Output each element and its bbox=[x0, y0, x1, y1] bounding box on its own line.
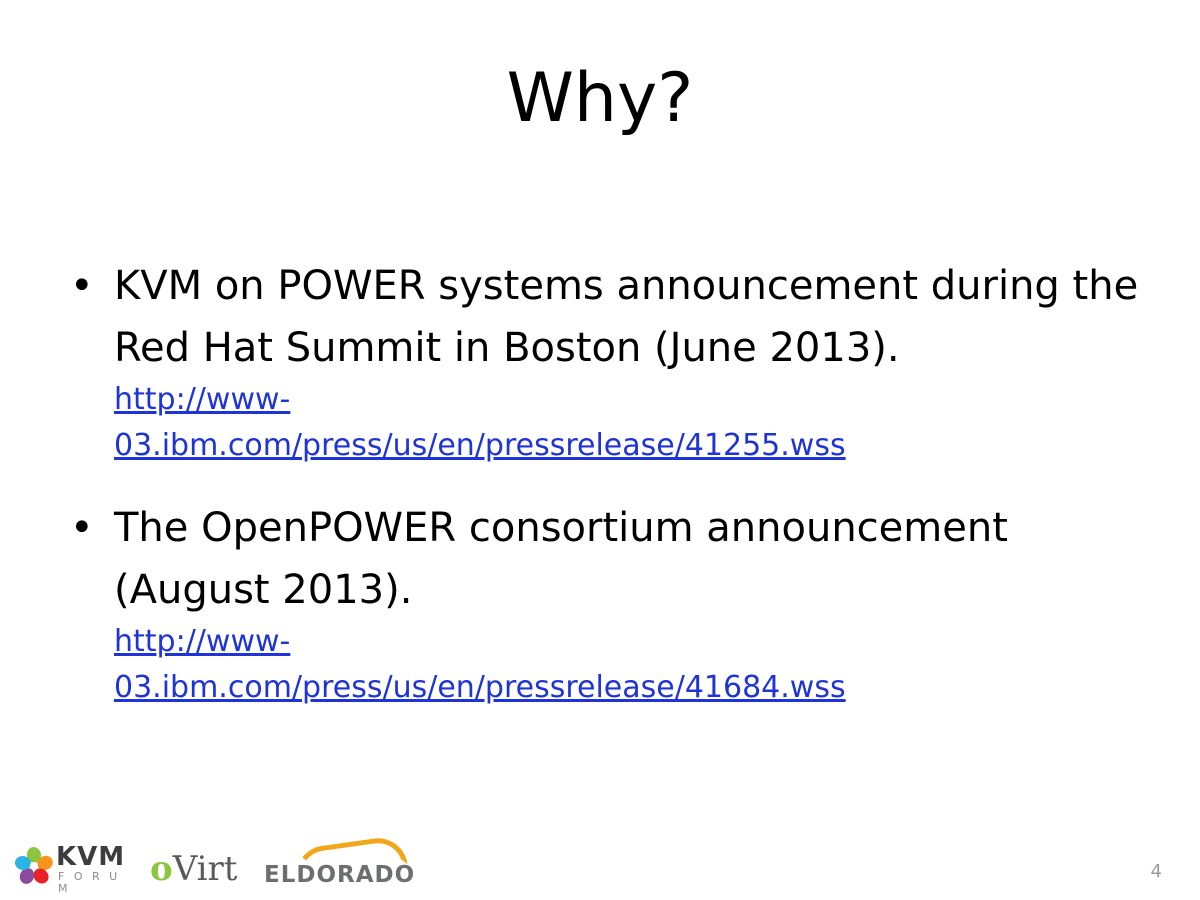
slide-body bbox=[62, 255, 1142, 717]
eldorado-logo-text: ELDORADO bbox=[264, 862, 416, 888]
ovirt-logo-rest: Virt bbox=[172, 849, 238, 889]
bullet-row bbox=[62, 255, 1142, 379]
link-press-release-41684-part2[interactable]: 03.ibm.com/press/us/en/pressrelease/41684.wss bbox=[114, 670, 846, 705]
slide-footer bbox=[0, 820, 1200, 900]
page-title: Why? bbox=[506, 59, 694, 138]
kvm-flower-icon bbox=[14, 846, 54, 886]
link-press-release-41255-part1[interactable]: http://www- bbox=[114, 382, 291, 417]
link-press-release-41255-part2[interactable]: 03.ibm.com/press/us/en/pressrelease/41255.wss bbox=[114, 428, 846, 463]
bullet-links bbox=[62, 619, 1142, 711]
kvm-forum-logo bbox=[14, 842, 134, 895]
ovirt-logo-o: o bbox=[150, 849, 173, 889]
kvm-logo-text: KVM bbox=[56, 842, 126, 872]
slide-number: 4 bbox=[1150, 861, 1162, 882]
bullet-text: KVM on POWER systems announcement during the Red Hat Summit in Boston (June 2013). bbox=[114, 263, 1139, 371]
link-press-release-41684-part1[interactable]: http://www- bbox=[114, 624, 291, 659]
bullet-links bbox=[62, 377, 1142, 469]
eldorado-logo bbox=[264, 842, 416, 890]
kvm-logo-subtext: F O R U M bbox=[58, 870, 121, 895]
bullet-marker-icon: • bbox=[70, 505, 94, 551]
bullet-row bbox=[62, 497, 1142, 621]
bullet-item bbox=[62, 497, 1142, 711]
ovirt-logo bbox=[150, 850, 237, 888]
bullet-marker-icon: • bbox=[70, 263, 94, 309]
bullet-text: The OpenPOWER consortium announcement (August 2013). bbox=[114, 505, 1008, 613]
bullet-item bbox=[62, 255, 1142, 469]
